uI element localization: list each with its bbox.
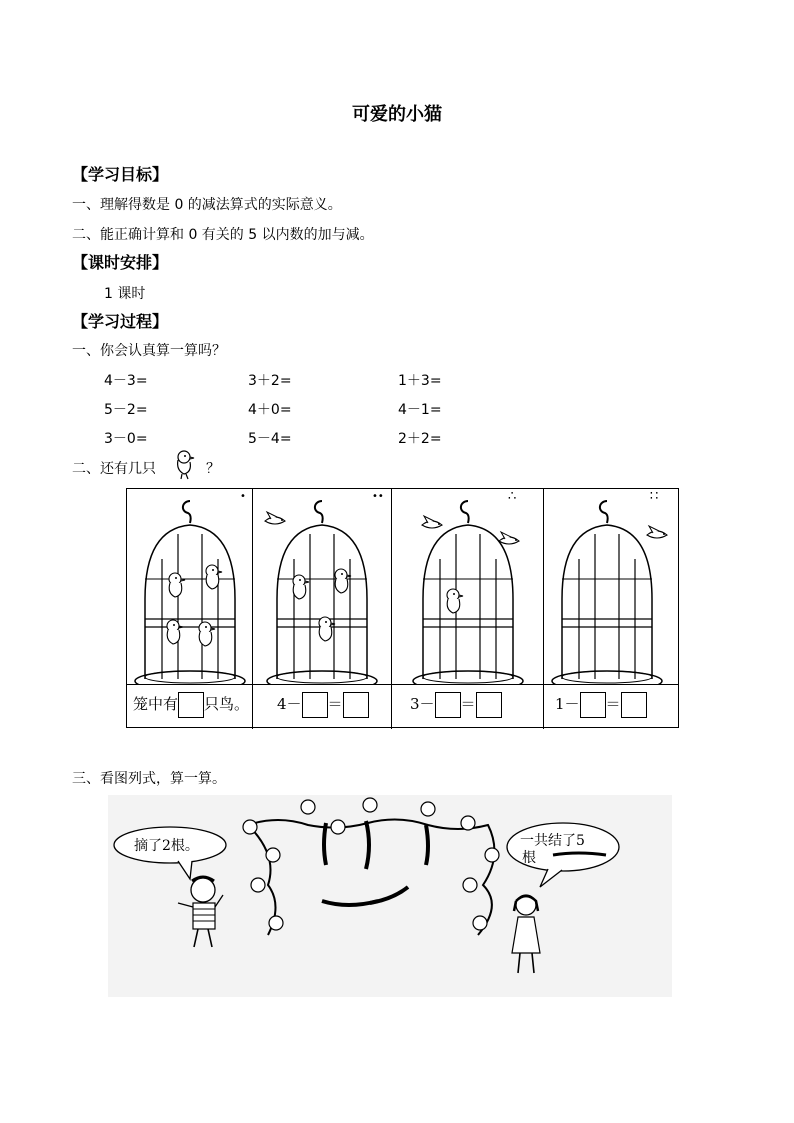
cell-1-text-a: 笼中有: [133, 695, 179, 713]
answer-box-4b[interactable]: [621, 692, 647, 718]
calc-r3-c1: 3－0=: [104, 431, 148, 447]
goal-1: 一、理解得数是 0 的减法算式的实际意义。: [72, 197, 342, 213]
answer-box-3b[interactable]: [476, 692, 502, 718]
goal-2: 二、能正确计算和 0 有关的 5 以内数的加与减。: [72, 227, 374, 243]
eq4-text-a: 1－: [555, 695, 580, 713]
cage-exercise-panel: [126, 488, 679, 728]
cage-row-divider: [127, 684, 678, 685]
boy-speech-bubble: 摘了2根。: [134, 838, 199, 854]
dot-marker-4: ∷: [650, 489, 659, 504]
schedule-text: 1 课时: [104, 286, 146, 302]
schedule-heading: 【课时安排】: [72, 253, 169, 272]
cell-4-equation: [555, 692, 647, 718]
question-1: 一、你会认真算一算吗？: [72, 343, 226, 359]
answer-box-1[interactable]: [178, 692, 204, 718]
bird-icon: [172, 448, 198, 480]
calc-r1-c2: 3＋2=: [248, 373, 292, 389]
cucumber-scene: [108, 795, 672, 997]
process-heading: 【学习过程】: [72, 312, 169, 331]
page-title: 可爱的小猫: [352, 104, 442, 125]
calc-r2-c3: 4－1=: [398, 402, 442, 418]
eq2-text-b: ＝: [327, 695, 343, 713]
cell-1-text-b: 只鸟。: [204, 695, 250, 713]
calc-r2-c2: 4＋0=: [248, 402, 292, 418]
cages-illustration: [127, 489, 677, 684]
calc-r2-c1: 5－2=: [104, 402, 148, 418]
goals-heading: 【学习目标】: [72, 165, 169, 184]
answer-box-4a[interactable]: [580, 692, 606, 718]
answer-box-2a[interactable]: [302, 692, 328, 718]
cell-3-equation: [410, 692, 502, 718]
girl-speech-line-2: 根: [522, 850, 536, 866]
calc-r3-c2: 5－4=: [248, 431, 292, 447]
dot-marker-2: ••: [372, 491, 384, 502]
question-2-suffix: ？: [206, 461, 220, 477]
cell-2-equation: [277, 692, 369, 718]
eq3-text-b: ＝: [460, 695, 476, 713]
dot-marker-1: •: [240, 491, 246, 502]
cell-1-equation: [133, 692, 249, 718]
calc-r3-c3: 2＋2=: [398, 431, 442, 447]
eq2-text-a: 4－: [277, 695, 302, 713]
girl-speech-line-1: 一共结了5: [520, 833, 585, 849]
calc-r1-c3: 1＋3=: [398, 373, 442, 389]
eq3-text-a: 3－: [410, 695, 435, 713]
eq4-text-b: ＝: [605, 695, 621, 713]
vine-illustration: [108, 795, 672, 997]
question-3: 三、看图列式，算一算。: [72, 771, 226, 787]
calc-r1-c1: 4－3=: [104, 373, 148, 389]
dot-marker-3: ∴: [508, 489, 517, 504]
answer-box-3a[interactable]: [435, 692, 461, 718]
question-2-prefix: 二、还有几只: [72, 461, 156, 477]
answer-box-2b[interactable]: [343, 692, 369, 718]
